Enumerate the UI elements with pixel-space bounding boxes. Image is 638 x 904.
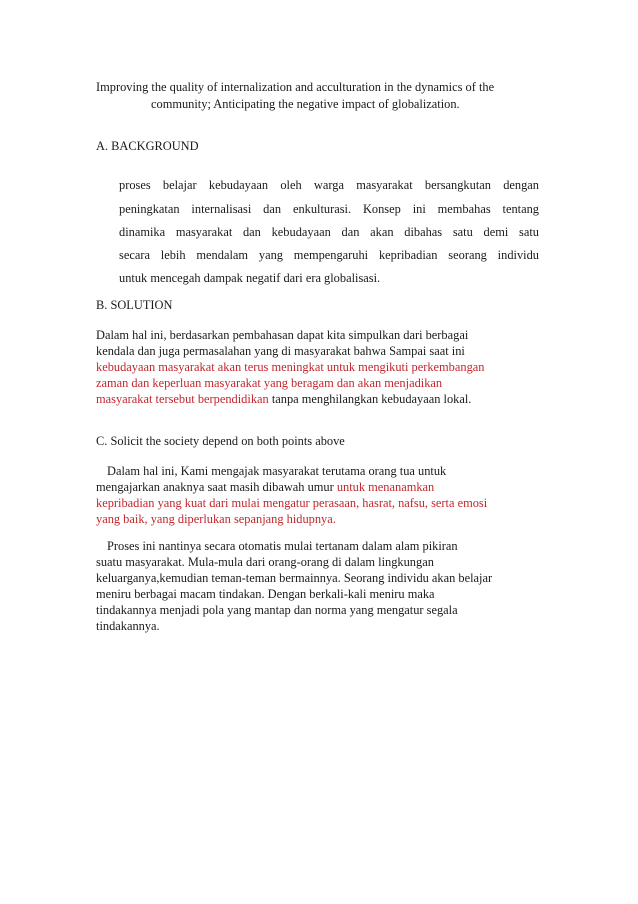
solicit-p1-line-2-black: mengajarkan anaknya saat masih dibawah umur	[96, 480, 337, 494]
solution-line-5	[96, 391, 471, 407]
solicit-p2-line-1: Proses ini nantinya secara otomatis mulai tertanam dalam alam pikiran	[107, 539, 458, 553]
solution-line-5-black: tanpa menghilangkan kebudayaan lokal.	[268, 392, 472, 406]
solution-line-5-red: masyarakat tersebut berpendidikan	[96, 392, 269, 406]
solution-line-3: kebudayaan masyarakat akan terus meningkat untuk mengikuti perkembangan	[96, 360, 485, 374]
solicit-p1-line-4: yang baik, yang diperlukan sepanjang hidupnya.	[96, 512, 336, 526]
solicit-heading: C. Solicit the society depend on both points above	[96, 434, 345, 448]
solicit-p1-line-2-red: untuk menanamkan	[336, 480, 435, 494]
background-line-1: proses belajar kebudayaan oleh warga masyarakat bersangkutan dengan	[119, 178, 539, 192]
solution-line-1: Dalam hal ini, berdasarkan pembahasan dapat kita simpulkan dari berbagai	[96, 328, 469, 342]
solicit-p1-line-1: Dalam hal ini, Kami mengajak masyarakat terutama orang tua untuk	[107, 464, 447, 478]
solicit-p2-line-6: tindakannya.	[96, 619, 160, 633]
background-heading: A. BACKGROUND	[96, 139, 199, 153]
title-line-2: community; Anticipating the negative impact of globalization.	[151, 97, 460, 111]
solicit-p2-line-4: meniru berbagai macam tindakan. Dengan berkali-kali meniru maka	[96, 587, 435, 601]
solicit-p2-line-2: suatu masyarakat. Mula-mula dari orang-orang di dalam lingkungan	[96, 555, 434, 569]
solution-line-2: kendala dan juga permasalahan yang di masyarakat bahwa Sampai saat ini	[96, 344, 465, 358]
solicit-p1-line-3: kepribadian yang kuat dari mulai mengatur perasaan, hasrat, nafsu, serta emosi	[96, 496, 488, 510]
background-line-5: untuk mencegah dampak negatif dari era globalisasi.	[119, 271, 381, 285]
solicit-p2-line-3: keluarganya,kemudian teman-teman bermainnya. Seorang individu akan belajar	[96, 571, 493, 585]
background-line-2: peningkatan internalisasi dan enkulturasi. Konsep ini membahas tentang	[119, 202, 539, 216]
background-line-4: secara lebih mendalam yang mempengaruhi kepribadian seorang individu	[119, 248, 539, 262]
solicit-p1-line-2	[96, 479, 434, 495]
background-line-3: dinamika masyarakat dan kebudayaan dan akan dibahas satu demi satu	[119, 225, 539, 239]
solution-heading: B. SOLUTION	[96, 298, 173, 312]
solicit-p2-line-5: tindakannya menjadi pola yang mantap dan norma yang mengatur segala	[96, 603, 458, 617]
title-line-1: Improving the quality of internalization and acculturation in the dynamics of the	[96, 80, 495, 94]
solution-line-4: zaman dan keperluan masyarakat yang beragam dan akan menjadikan	[96, 376, 443, 390]
